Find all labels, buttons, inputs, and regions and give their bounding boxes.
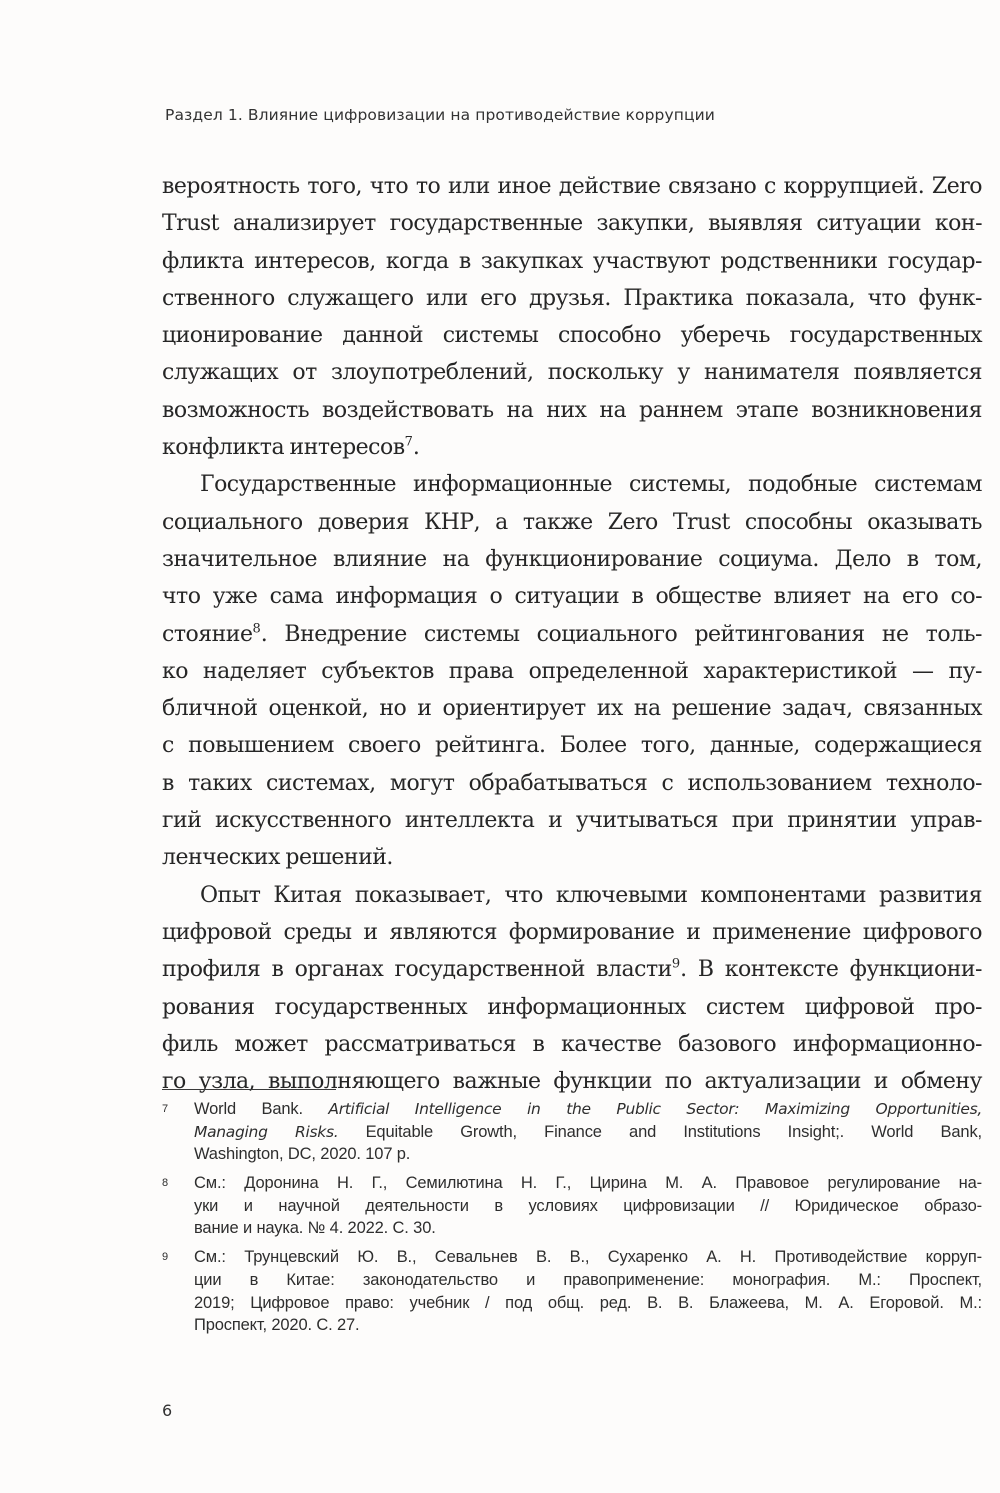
- footnote-ref-8[interactable]: 8: [252, 621, 261, 637]
- text-line: ционирование данной системы способно уберечь государственных: [162, 323, 982, 349]
- text-fragment: World Bank.: [194, 1100, 329, 1118]
- footnote-line: вание и наука. № 4. 2022. С. 30.: [194, 1219, 436, 1238]
- main-text: [162, 168, 982, 1100]
- text-line: вероятность того, что то или иное действие связано с коррупцией. Zero: [162, 174, 982, 199]
- text-line: ственного служащего или его друзья. Практика показала, что функ-: [162, 285, 982, 311]
- footnote-number: 9: [162, 1251, 169, 1264]
- text-line: рования государственных информационных систем цифровой про-: [162, 994, 982, 1020]
- footnote-line: Washington, DC, 2020. 107 p.: [194, 1145, 411, 1164]
- text-line: ко наделяет субъектов права определенной характеристикой — пу-: [162, 658, 982, 684]
- footnote-title: Artificial Intelligence in the Public Sector: Maximizing Opportunities,: [328, 1100, 982, 1118]
- footnote-ref-9[interactable]: 9: [671, 956, 681, 972]
- footnote-ref-7[interactable]: 7: [404, 434, 413, 450]
- page-number: 6: [162, 1401, 173, 1420]
- text-fragment: стояние: [162, 621, 253, 647]
- footnote-line: [194, 1121, 982, 1144]
- footnote-7: [162, 1098, 982, 1166]
- footnote-number: 7: [162, 1103, 169, 1115]
- paragraph: [162, 466, 982, 876]
- footnote-line: См.: Трунцевский Ю. В., Севальнев В. В., Сухаренко А. Н. Противодействие корруп-: [194, 1248, 982, 1267]
- text-line: что уже сама информация о ситуации в обществе влияет на его со-: [162, 584, 982, 610]
- footnote-line: [194, 1098, 982, 1121]
- footnote-divider: [162, 1089, 336, 1090]
- text-line: Опыт Китая показывает, что ключевыми компонентами развития: [200, 882, 982, 908]
- text-line: [162, 951, 982, 988]
- footnote-8: [162, 1172, 982, 1240]
- text-fragment: конфликта интересов: [162, 435, 405, 461]
- footnote-line: См.: Доронина Н. Г., Семилютина Н. Г., Цирина М. А. Правовое регулирование на-: [194, 1174, 982, 1193]
- paragraph: [162, 168, 982, 466]
- text-fragment: .: [412, 435, 420, 461]
- paragraph: [162, 877, 982, 1101]
- text-line: цифровой среды и являются формирование и применение цифрового: [162, 919, 982, 945]
- text-line: бличной оценкой, но и ориентирует их на решение задач, связанных: [162, 696, 982, 722]
- text-fragment: профиля в органах государственной власти: [162, 957, 672, 983]
- text-fragment: . В контексте функциони-: [680, 957, 982, 983]
- text-line: фликта интересов, когда в закупках участвуют родственники государ-: [162, 248, 982, 274]
- text-line: Trust анализирует государственные закупки, выявляя ситуации кон-: [162, 211, 982, 237]
- footnote-line: 2019; Цифровое право: учебник / под общ. ред. В. В. Блажеева, М. А. Егоровой. М.:: [194, 1293, 982, 1312]
- text-line: [162, 616, 982, 653]
- text-line: социального доверия КНР, а также Zero Trust способны оказывать: [162, 509, 982, 535]
- text-line: филь может рассматриваться в качестве базового информационно-: [162, 1031, 982, 1057]
- text-line: возможность воздействовать на них на раннем этапе возникновения: [162, 397, 982, 423]
- text-line: в таких системах, могут обрабатываться с использованием техноло-: [162, 770, 982, 796]
- text-line: [162, 429, 982, 466]
- text-line: Государственные информационные системы, подобные системам: [200, 472, 982, 498]
- text-line: значительное влияние на функционирование социума. Дело в том,: [162, 546, 982, 572]
- running-head: Раздел 1. Влияние цифровизации на противодействие коррупции: [165, 106, 715, 124]
- text-fragment: Equitable Growth, Finance and Institutions Insight;. World Bank,: [338, 1122, 982, 1141]
- text-line: гий искусственного интеллекта и учитываться при принятии управ-: [162, 808, 982, 834]
- footnotes: [162, 1098, 982, 1343]
- text-line: с повышением своего рейтинга. Более того, данные, содержащиеся: [162, 733, 982, 759]
- footnote-number: 8: [162, 1177, 169, 1190]
- text-line: го узла, выполняющего важные функции по актуализации и обмену: [162, 1069, 982, 1095]
- footnote-line: уки и научной деятельности в условиях цифровизации // Юридическое образо-: [194, 1196, 982, 1215]
- footnote-title: Managing Risks.: [194, 1122, 339, 1141]
- footnote-line: ции в Китае: законодательство и правоприменение: монография. М.: Проспект,: [194, 1270, 982, 1289]
- text-line: ленческих решений.: [162, 845, 393, 871]
- text-fragment: . Внедрение системы социального рейтингования не толь-: [260, 621, 982, 647]
- footnote-9: [162, 1246, 982, 1337]
- footnote-line: Проспект, 2020. С. 27.: [194, 1316, 360, 1335]
- text-line: служащих от злоупотреблений, поскольку у нанимателя появляется: [162, 360, 982, 386]
